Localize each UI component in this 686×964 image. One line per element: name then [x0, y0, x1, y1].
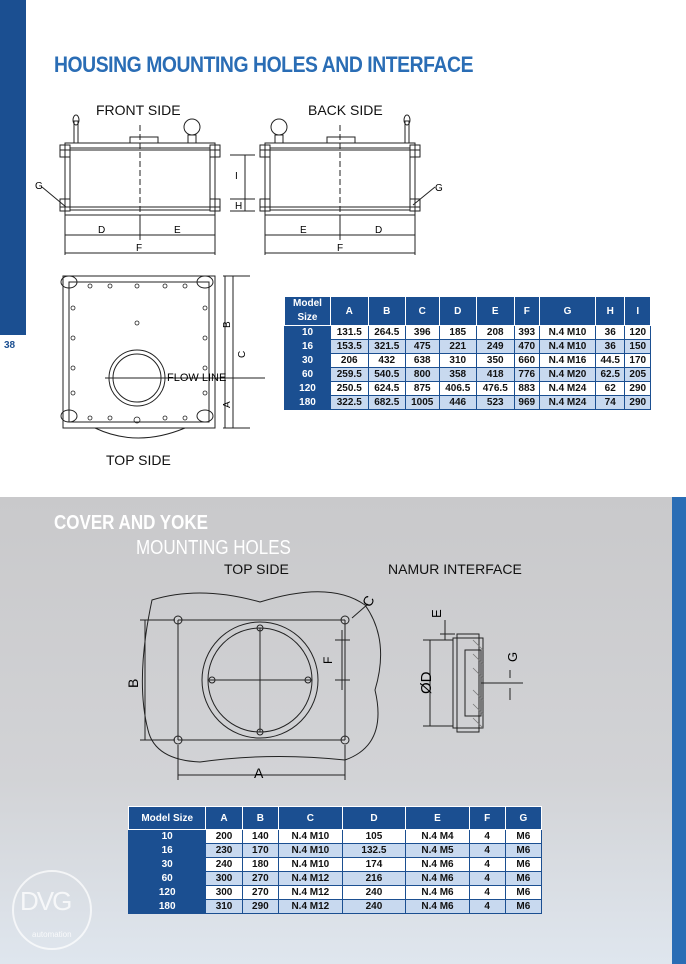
section2-subtitle: MOUNTING HOLES — [136, 537, 291, 559]
table2-header: B — [242, 807, 278, 830]
table2-cell: 120 — [129, 886, 206, 900]
table-row — [129, 872, 542, 886]
table1-cell: 60 — [285, 368, 331, 382]
table1-cell: 682.5 — [368, 396, 406, 410]
left-accent-bar — [0, 0, 26, 335]
table2-cell: 16 — [129, 844, 206, 858]
front-dim-e: E — [174, 225, 181, 236]
table1-cell: 476.5 — [477, 382, 515, 396]
table1-header-row — [285, 297, 651, 326]
table2-cell: N.4 M6 — [406, 900, 469, 914]
table1-cell: 883 — [514, 382, 539, 396]
table1-cell: 120 — [625, 326, 651, 340]
table2-cell: 10 — [129, 830, 206, 844]
front-dim-f: F — [136, 243, 143, 254]
table1-cell: 310 — [439, 354, 477, 368]
yoke-dim-a: A — [254, 765, 264, 781]
logo-text: DVG — [20, 886, 71, 916]
namur-dim-e: E — [429, 609, 444, 618]
back-side-label: BACK SIDE — [308, 102, 383, 118]
table2-header-row — [129, 807, 542, 830]
table2-cell: 140 — [242, 830, 278, 844]
table2-cell: 230 — [206, 844, 242, 858]
table2-cell: 300 — [206, 872, 242, 886]
table-row — [285, 340, 651, 354]
table1-cell: 259.5 — [331, 368, 369, 382]
table2-cell: 216 — [342, 872, 406, 886]
table1-cell: 800 — [406, 368, 440, 382]
table2-cell: 180 — [242, 858, 278, 872]
table2-cell: 290 — [242, 900, 278, 914]
table1-cell: N.4 M10 — [539, 340, 595, 354]
table1-cell: 150 — [625, 340, 651, 354]
table-row — [285, 368, 651, 382]
table1-cell: 30 — [285, 354, 331, 368]
table1-header: C — [406, 297, 440, 326]
top-dim-b: B — [222, 321, 233, 328]
table2-cell: 4 — [469, 872, 505, 886]
table1-cell: 62 — [595, 382, 624, 396]
table1-cell: 290 — [625, 382, 651, 396]
table1-cell: 321.5 — [368, 340, 406, 354]
table2-cell: 310 — [206, 900, 242, 914]
table1-cell: 875 — [406, 382, 440, 396]
yoke-top-side-label: TOP SIDE — [224, 561, 289, 577]
table-row — [285, 354, 651, 368]
table1-cell: 660 — [514, 354, 539, 368]
table1-cell: 406.5 — [439, 382, 477, 396]
logo-subtext: automation — [32, 930, 72, 939]
table1-header: Model Size — [285, 297, 331, 326]
table1-cell: 185 — [439, 326, 477, 340]
table1-cell: 350 — [477, 354, 515, 368]
table1-cell: 418 — [477, 368, 515, 382]
table2-cell: M6 — [505, 872, 541, 886]
table1-cell: 36 — [595, 326, 624, 340]
table1-cell: 36 — [595, 340, 624, 354]
table1-cell: 290 — [625, 396, 651, 410]
back-side-drawing — [255, 115, 455, 265]
top-dim-c: C — [237, 350, 248, 358]
table-row — [285, 382, 651, 396]
table1-cell: 358 — [439, 368, 477, 382]
table1-header: E — [477, 297, 515, 326]
table1-cell: 249 — [477, 340, 515, 354]
table2-header: C — [279, 807, 343, 830]
table2-cell: M6 — [505, 844, 541, 858]
table2-cell: 170 — [242, 844, 278, 858]
housing-dimensions-table — [284, 296, 651, 410]
table1-cell: 776 — [514, 368, 539, 382]
front-dim-d: D — [98, 225, 106, 236]
table1-cell: 120 — [285, 382, 331, 396]
table1-cell: 44.5 — [595, 354, 624, 368]
table1-header: F — [514, 297, 539, 326]
table2-header: G — [505, 807, 541, 830]
table2-cell: 30 — [129, 858, 206, 872]
top-dim-a: A — [222, 401, 233, 408]
table2-cell: 4 — [469, 830, 505, 844]
table1-header: H — [595, 297, 624, 326]
table2-cell: 240 — [206, 858, 242, 872]
table2-header: D — [342, 807, 406, 830]
table2-cell: 270 — [242, 886, 278, 900]
table2-cell: 4 — [469, 886, 505, 900]
yoke-dim-f: F — [321, 656, 335, 664]
table1-cell: 16 — [285, 340, 331, 354]
table2-cell: 4 — [469, 858, 505, 872]
table-row — [129, 900, 542, 914]
table2-cell: N.4 M4 — [406, 830, 469, 844]
namur-interface-label: NAMUR INTERFACE — [388, 561, 522, 577]
table1-cell: 540.5 — [368, 368, 406, 382]
front-dim-h: H — [235, 201, 243, 212]
table1-cell: 62.5 — [595, 368, 624, 382]
table2-cell: 105 — [342, 830, 406, 844]
yoke-dimensions-table — [128, 806, 542, 914]
table1-cell: 153.5 — [331, 340, 369, 354]
table-row — [129, 858, 542, 872]
table1-cell: 250.5 — [331, 382, 369, 396]
table1-cell: 221 — [439, 340, 477, 354]
table1-cell: 10 — [285, 326, 331, 340]
table2-header: F — [469, 807, 505, 830]
table1-cell: 74 — [595, 396, 624, 410]
top-side-label: TOP SIDE — [106, 452, 171, 468]
back-dim-e: E — [300, 225, 307, 236]
table2-cell: N.4 M6 — [406, 872, 469, 886]
table2-cell: N.4 M12 — [279, 900, 343, 914]
table2-cell: M6 — [505, 858, 541, 872]
table2-cell: 132.5 — [342, 844, 406, 858]
table1-cell: 446 — [439, 396, 477, 410]
back-dim-f: F — [337, 243, 344, 254]
table2-header: Model Size — [129, 807, 206, 830]
namur-interface-drawing — [405, 590, 535, 750]
table1-header: B — [368, 297, 406, 326]
table1-cell: 264.5 — [368, 326, 406, 340]
table2-cell: 60 — [129, 872, 206, 886]
front-dim-i: I — [235, 171, 238, 182]
table2-cell: M6 — [505, 830, 541, 844]
table2-cell: N.4 M10 — [279, 858, 343, 872]
front-dim-g: G — [35, 181, 43, 192]
yoke-dim-c: C — [358, 592, 378, 610]
table1-cell: 969 — [514, 396, 539, 410]
table1-cell: 432 — [368, 354, 406, 368]
table1-cell: 475 — [406, 340, 440, 354]
yoke-dim-b: B — [125, 678, 141, 688]
table1-header: I — [625, 297, 651, 326]
table1-header: D — [439, 297, 477, 326]
table-row — [285, 326, 651, 340]
table2-cell: 240 — [342, 886, 406, 900]
table2-cell: 200 — [206, 830, 242, 844]
table1-cell: N.4 M10 — [539, 326, 595, 340]
table1-cell: 393 — [514, 326, 539, 340]
table2-cell: N.4 M6 — [406, 886, 469, 900]
table-row — [285, 396, 651, 410]
table1-cell: 322.5 — [331, 396, 369, 410]
table-row — [129, 844, 542, 858]
table-row — [129, 830, 542, 844]
flow-line-label: FLOW LINE — [167, 372, 227, 384]
table1-header: A — [331, 297, 369, 326]
table2-cell: 4 — [469, 844, 505, 858]
front-side-label: FRONT SIDE — [96, 102, 181, 118]
table1-cell: 208 — [477, 326, 515, 340]
table1-cell: N.4 M16 — [539, 354, 595, 368]
table2-cell: N.4 M6 — [406, 858, 469, 872]
yoke-top-drawing — [120, 580, 400, 785]
back-dim-g: G — [435, 183, 443, 194]
table2-cell: N.4 M10 — [279, 844, 343, 858]
top-side-drawing — [55, 268, 285, 448]
table1-cell: 470 — [514, 340, 539, 354]
table2-header: E — [406, 807, 469, 830]
page-number: 38 — [4, 340, 16, 351]
table1-cell: N.4 M24 — [539, 382, 595, 396]
namur-dim-d: ØD — [418, 671, 435, 694]
table2-cell: 180 — [129, 900, 206, 914]
table2-cell: M6 — [505, 900, 541, 914]
table1-cell: 206 — [331, 354, 369, 368]
table1-cell: 396 — [406, 326, 440, 340]
table2-cell: M6 — [505, 886, 541, 900]
table2-cell: 174 — [342, 858, 406, 872]
table2-cell: 4 — [469, 900, 505, 914]
section2-title: COVER AND YOKE — [54, 512, 208, 534]
table1-cell: 170 — [625, 354, 651, 368]
table2-header: A — [206, 807, 242, 830]
namur-dim-g: G — [505, 651, 520, 662]
section1-title: HOUSING MOUNTING HOLES AND INTERFACE — [54, 52, 474, 77]
table1-cell: 624.5 — [368, 382, 406, 396]
front-side-drawing — [30, 115, 280, 265]
table1-cell: 523 — [477, 396, 515, 410]
right-accent-bar — [672, 497, 686, 964]
table2-cell: 300 — [206, 886, 242, 900]
back-dim-d: D — [375, 225, 383, 236]
table1-cell: N.4 M24 — [539, 396, 595, 410]
table2-cell: N.4 M5 — [406, 844, 469, 858]
table1-cell: 205 — [625, 368, 651, 382]
table-row — [129, 886, 542, 900]
table1-cell: 180 — [285, 396, 331, 410]
table1-cell: N.4 M20 — [539, 368, 595, 382]
table2-cell: 270 — [242, 872, 278, 886]
table2-cell: 240 — [342, 900, 406, 914]
table1-cell: 638 — [406, 354, 440, 368]
table1-header: G — [539, 297, 595, 326]
table1-cell: 1005 — [406, 396, 440, 410]
table2-cell: N.4 M10 — [279, 830, 343, 844]
table2-cell: N.4 M12 — [279, 872, 343, 886]
table2-cell: N.4 M12 — [279, 886, 343, 900]
table1-cell: 131.5 — [331, 326, 369, 340]
